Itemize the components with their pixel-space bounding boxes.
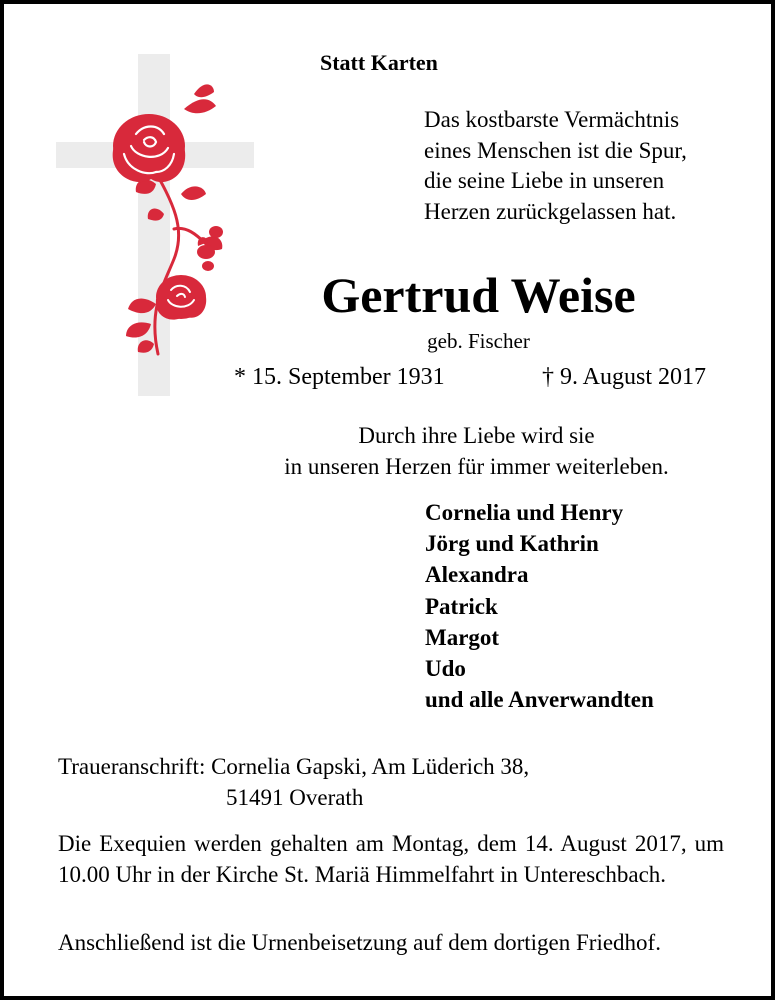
quote-line: eines Menschen ist die Spur, bbox=[424, 137, 687, 163]
mourner: Udo bbox=[425, 656, 466, 682]
motto-line: Durch ihre Liebe wird sie bbox=[358, 423, 595, 448]
birth-date: * 15. September 1931 bbox=[234, 364, 445, 390]
motto-line: in unseren Herzen für immer weiterleben. bbox=[284, 454, 669, 479]
address-line: Traueranschrift: Cornelia Gapski, Am Lüderich 38, bbox=[58, 754, 530, 779]
large-rose-icon bbox=[113, 114, 186, 182]
mourners-list bbox=[425, 497, 654, 715]
maiden-name: geb. Fischer bbox=[427, 329, 530, 353]
burial-text: Anschließend ist die Urnenbeisetzung auf dem dortigen Friedhof. bbox=[58, 930, 661, 955]
mourner: Cornelia und Henry bbox=[425, 500, 624, 525]
memorial-quote bbox=[424, 105, 687, 227]
mourner: Margot bbox=[425, 624, 500, 650]
mourning-address bbox=[58, 751, 529, 813]
death-date: † 9. August 2017 bbox=[542, 364, 707, 390]
quote-line: Herzen zurückgelassen hat. bbox=[424, 198, 677, 224]
mourner: Alexandra bbox=[425, 562, 529, 588]
funeral-service-text: Die Exequien werden gehalten am Montag, dem 14. August 2017, um 10.00 Uhr in der Kirche St. Mariä Himmelfahrt in Untereschbach. bbox=[58, 831, 724, 887]
mourner: und alle Anverwandten bbox=[425, 687, 654, 713]
mourner: Jörg und Kathrin bbox=[425, 531, 599, 557]
heading: Statt Karten bbox=[320, 50, 438, 75]
motto bbox=[4, 420, 775, 482]
quote-line: Das kostbarste Vermächtnis bbox=[424, 107, 680, 132]
address-line: 51491 Overath bbox=[226, 785, 364, 810]
mourner: Patrick bbox=[425, 593, 498, 619]
quote-line: die seine Liebe in unseren bbox=[424, 168, 665, 193]
deceased-name: Gertrud Weise bbox=[321, 267, 636, 323]
